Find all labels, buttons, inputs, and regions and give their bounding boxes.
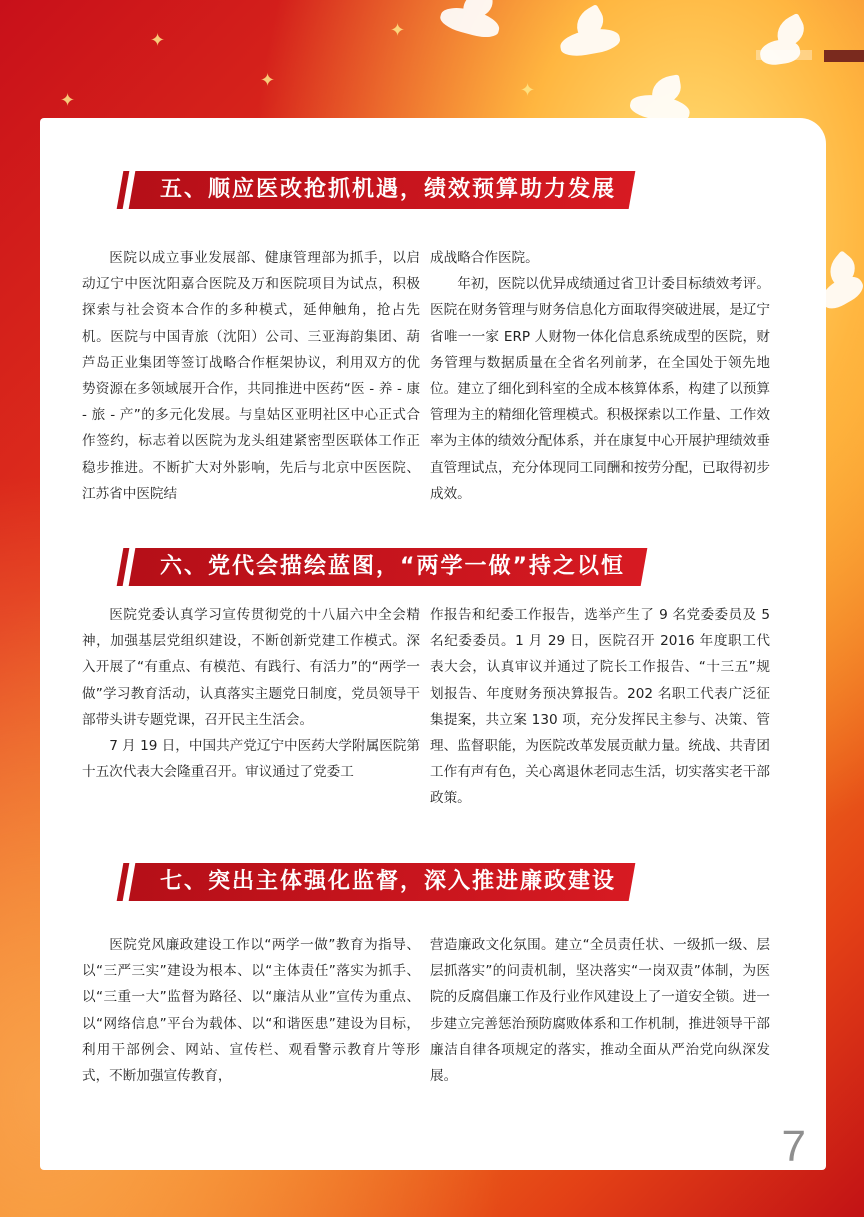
section-5-left-column — [82, 245, 420, 507]
dove-decoration — [438, 3, 502, 42]
paragraph: 医院以成立事业发展部、健康管理部为抓手，以启动辽宁中医沈阳嘉合医院及万和医院项目为试点，积极探索与社会资本合作的多种模式，延伸触角，抢占先机。医院与中国青旅（沈阳）公司、三亚海韵集团、葫芦岛正业集团等签订战略合作框架协议，利用双方的优势资源在多领域展开合作，共同推进中医药“医 - 养 - 康 - 旅 - 产”的多元化发展。与皇姑区亚明社区中心正式合作签约，标志着以医院为龙头组建紧密型医联体工作正稳步推进。不断扩大对外影响，先后与北京中医医院、江苏省中医院结 — [82, 250, 420, 502]
header-mark — [756, 50, 812, 60]
sparkle-decoration: ✦ — [390, 20, 406, 41]
paragraph: 营造廉政文化氛围。建立“全员责任状、一级抓一级、层层抓落实”的问责机制，坚决落实“一岗双责”体制，为医院的反腐倡廉工作及行业作风建设上了一道安全锁。进一步建立完善惩治预防腐败体系和工作机制，推进领导干部廉洁自律各项规定的落实，推动全面从严治党向纵深发展。 — [430, 937, 770, 1085]
paragraph: 成战略合作医院。 — [430, 250, 539, 266]
paragraph: 7 月 19 日，中国共产党辽宁中医药大学附属医院第十五次代表大会隆重召开。审议通过了党委工 — [82, 738, 420, 781]
paragraph: 作报告和纪委工作报告，选举产生了 9 名党委委员及 5 名纪委委员。1 月 29 日，医院召开 2016 年度职工代表大会，认真审议并通过了院长工作报告、“十三五”规划报告、年度财务预决算报告。202 名职工代表广泛征集提案，共立案 130 项，充分发挥民主参与、决策、管理、监督职能，为医院改革发展贡献力量。统战、共青团工作有声有色，关心离退休老同志生活，切实落实老干部政策。 — [430, 607, 770, 807]
sparkle-decoration: ✦ — [60, 90, 76, 111]
dove-decoration — [558, 25, 621, 59]
section-7-left-column — [82, 932, 420, 1089]
sparkle-decoration: ✦ — [150, 30, 166, 51]
paragraph: 医院党委认真学习宣传贯彻党的十八届六中全会精神，加强基层党组织建设，不断创新党建工作模式。深入开展了“有重点、有模范、有践行、有活力”的“两学一做”学习教育活动，认真落实主题党日制度，党员领导干部带头讲专题党课，召开民主生活会。 — [82, 607, 420, 728]
paragraph: 医院党风廉政建设工作以“两学一做”教育为指导、以“三严三实”建设为根本、以“主体责任”落实为抓手、以“三重一大”监督为路径、以“廉洁从业”宣传为重点、以“网络信息”平台为载体、以“和谐医患”建设为目标，利用干部例会、网站、宣传栏、观看警示教育片等形式，不断加强宣传教育， — [82, 937, 420, 1085]
section-6-right-column — [430, 602, 770, 812]
section-7-right-column — [430, 932, 770, 1089]
section-title: 六、党代会描绘蓝图，“两学一做”持之以恒 — [160, 554, 625, 579]
section-title: 七、突出主体强化监督，深入推进廉政建设 — [160, 869, 617, 894]
page-number: 7 — [781, 1122, 806, 1171]
section-6-left-column — [82, 602, 420, 785]
section-title: 五、顺应医改抢抓机遇，绩效预算助力发展 — [160, 177, 617, 202]
section-5-right-column — [430, 245, 770, 507]
paragraph: 年初，医院以优异成绩通过省卫计委目标绩效考评。医院在财务管理与财务信息化方面取得突破进展，是辽宁省唯一一家 ERP 人财物一体化信息系统成型的医院，财务管理与数据质量在全省名列前茅，在全国处于领先地位。建立了细化到科室的全成本核算体系，构建了以预算管理为主的精细化管理模式。积极探索以工作量、工作效率为主体的绩效分配体系，并在康复中心开展护理绩效垂直管理试点，充分体现同工同酬和按劳分配，已取得初步成效。 — [430, 276, 770, 502]
sparkle-decoration: ✦ — [520, 80, 536, 101]
sparkle-decoration: ✦ — [260, 70, 276, 91]
corner-tab — [824, 50, 864, 62]
